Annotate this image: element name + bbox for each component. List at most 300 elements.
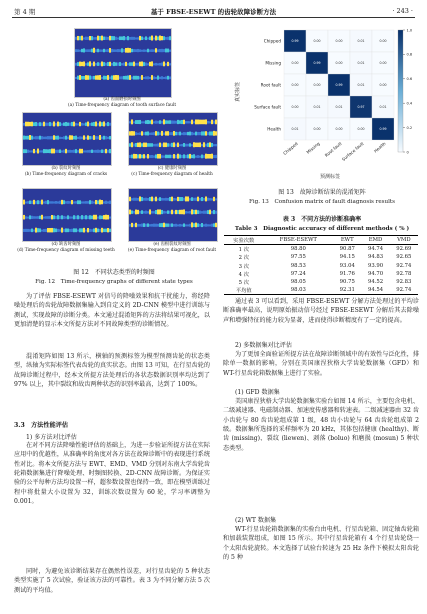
spectrogram-energy-band (41, 230, 43, 232)
spectrogram-energy-band (105, 229, 107, 232)
spectrogram-energy-band (151, 36, 153, 41)
spectrogram-energy-band (89, 150, 91, 153)
spectrogram-energy-band (159, 63, 161, 66)
spectrogram-energy-band (125, 48, 127, 53)
spectrogram-energy-band (181, 224, 183, 226)
running-title: 基于 FBSE-ESEWT 的齿轮故障诊断方法 (150, 8, 277, 16)
spectrogram-energy-band (145, 143, 147, 147)
spectrogram-energy-band (137, 76, 139, 80)
spectrogram-energy-band (143, 223, 145, 227)
spectrogram-energy-band (165, 198, 167, 201)
spectrogram-energy-band (101, 137, 103, 140)
header-rule (12, 17, 415, 18)
spectrogram-energy-band (193, 210, 195, 214)
spectrogram-energy-band (113, 75, 115, 80)
spectrogram-energy-band (213, 223, 215, 227)
confusion-matrix-value: 0.00 (379, 61, 387, 66)
spectrogram-energy-band (31, 136, 33, 140)
spectrogram-energy-band (101, 50, 103, 52)
spectrogram-energy-band (57, 215, 59, 219)
spectrogram-energy-band (87, 75, 89, 79)
spectrogram-energy-band (151, 61, 153, 66)
spectrogram-energy-band (153, 198, 155, 201)
spectrogram-energy-band (141, 224, 143, 227)
confusion-matrix-value: 0.99 (313, 61, 321, 66)
spectrogram-energy-band (179, 224, 181, 227)
table-cell: 92.74 (396, 262, 412, 269)
spectrogram-energy-band (151, 143, 153, 147)
confusion-matrix-row-labels (254, 39, 281, 132)
spectrogram-energy-band (39, 136, 41, 140)
spectrogram-energy-band (133, 76, 135, 80)
spectrogram-energy-band (157, 209, 159, 214)
spectrogram-energy-band (65, 136, 67, 140)
spectrogram-energy-band (101, 149, 103, 153)
spectrogram-energy-band (159, 49, 161, 52)
spectrogram-energy-band (133, 121, 135, 123)
spectrogram-energy-band (63, 136, 65, 139)
spectrogram-energy-band (119, 36, 121, 40)
spectrogram-energy-band (129, 121, 131, 123)
spectrogram-energy-band (73, 136, 75, 139)
spectrogram-energy-band (129, 75, 131, 80)
spectrogram-energy-band (35, 228, 37, 233)
confusion-matrix-value: 0.99 (379, 127, 387, 132)
spectrogram-energy-band (23, 229, 25, 232)
spectrogram-energy-band (55, 201, 57, 204)
spectrogram-energy-band (151, 132, 153, 135)
spectrogram-energy-band (95, 49, 97, 52)
spectrogram-energy-band (77, 76, 79, 80)
spectrogram-energy-band (85, 150, 87, 152)
spectrogram-energy-band (153, 121, 155, 123)
right-paragraph-1: 通过表 3 可以看到，采用 FBSE-ESEWT 分解方法处理过的平均诊断准确率最高，说明原始振动信号经过 FBSE-ESEWT 分解后其去除噪声和增强特征的能力较为显著，进而使得诊断精度有了一定的提高。 (223, 298, 419, 324)
spectrogram-energy-band (107, 137, 109, 139)
spectrogram-energy-band (143, 154, 145, 158)
spectrogram-energy-band (173, 131, 175, 136)
spectrogram-energy-band (155, 36, 157, 41)
spectrogram-energy-band (161, 62, 163, 65)
table-cell: 91.76 (339, 270, 355, 277)
spectrogram-energy-band (183, 143, 185, 147)
spectrogram-energy-band (85, 201, 87, 204)
spectrogram-energy-band (41, 215, 43, 220)
spectrogram-energy-band (59, 137, 61, 139)
confusion-matrix-value: 0.00 (379, 39, 387, 44)
spectrogram-energy-band (179, 197, 181, 201)
spectrogram-energy-band (47, 200, 49, 204)
spectrogram-energy-band (107, 37, 109, 40)
spectrogram-panel-a (74, 28, 172, 98)
spectrogram-energy-band (71, 150, 73, 153)
spectrogram-energy-band (75, 63, 77, 66)
spectrogram-energy-band (45, 149, 47, 153)
spectrogram-energy-band (159, 36, 161, 41)
spectrogram-energy-band (137, 37, 139, 39)
spectrogram-energy-band (211, 211, 213, 214)
spectrogram-energy-band (109, 48, 111, 53)
spectrogram-energy-band (203, 198, 205, 201)
spectrogram-energy-band (175, 210, 177, 214)
spectrogram-energy-band (195, 132, 197, 136)
spectrogram-energy-band (143, 211, 145, 213)
spectrogram-energy-band (167, 37, 169, 40)
spectrogram-energy-band (91, 76, 93, 79)
table-cell: 97.55 (290, 254, 306, 261)
spectrogram-energy-band (165, 211, 167, 213)
spectrogram-energy-band (91, 49, 93, 53)
spectrogram-energy-band (87, 62, 89, 65)
spectrogram-energy-band (213, 210, 215, 214)
spectrogram-energy-band (211, 143, 213, 147)
spectrogram-energy-band (73, 215, 75, 219)
spectrogram-energy-band (185, 155, 187, 158)
spectrogram-energy-band (205, 211, 207, 214)
spectrogram-energy-band (91, 216, 93, 220)
spectrogram-energy-band (133, 211, 135, 214)
spectrogram-energy-band (97, 49, 99, 52)
spectrogram-energy-band (147, 223, 149, 226)
spectrogram-energy-band (169, 155, 171, 158)
spectrogram-energy-band (161, 131, 163, 136)
y-axis-label: 真实标签 (235, 81, 241, 103)
spectrogram-energy-band (121, 48, 123, 52)
spectrogram-energy-band (51, 228, 53, 232)
table-cell: 92.78 (396, 270, 412, 277)
table-cell: 94.70 (367, 270, 384, 277)
spectrogram-energy-band (157, 63, 159, 65)
spectrogram-energy-band (157, 154, 159, 159)
spectrogram-energy-band (141, 50, 143, 52)
spectrogram-energy-band (93, 228, 95, 232)
spectrogram-energy-band (123, 63, 125, 66)
spectrogram-energy-band (97, 229, 99, 233)
spectrogram-energy-band (203, 224, 205, 226)
spectrogram-energy-band (173, 224, 175, 227)
spectrogram-energy-band (157, 121, 159, 124)
confusion-matrix-value: 0.00 (335, 61, 343, 66)
spectrogram-energy-band (161, 198, 163, 201)
spectrogram-energy-band (69, 216, 71, 218)
spectrogram-energy-band (27, 122, 29, 127)
spectrogram-energy-band (201, 131, 203, 135)
spectrogram-energy-band (45, 229, 47, 232)
spectrogram-energy-band (169, 76, 171, 79)
spectrogram-energy-band (23, 215, 25, 220)
spectrogram-energy-band (189, 121, 191, 123)
spectrogram-energy-band (45, 123, 47, 126)
spectrogram-energy-band (75, 136, 77, 140)
table-cell: 98.80 (290, 246, 306, 253)
spectrogram-energy-band (131, 62, 133, 66)
spectrogram-energy-band (175, 121, 177, 124)
spectrogram-energy-band (159, 77, 161, 79)
spectrogram-energy-band (109, 229, 111, 232)
spectrogram-energy-band (185, 121, 187, 124)
spectrogram-energy-band (93, 76, 95, 80)
spectrogram-energy-band (47, 228, 49, 232)
spectrogram-energy-band (103, 229, 105, 232)
spectrogram-energy-band (135, 223, 137, 227)
spectrogram-energy-band (141, 75, 143, 80)
spectrogram-energy-band (85, 215, 87, 219)
spectrogram-energy-band (161, 155, 163, 158)
spectrogram-energy-band (63, 123, 65, 126)
spectrogram-energy-band (189, 132, 191, 136)
spectrogram-energy-band (139, 211, 141, 214)
gfd-dataset-heading: (1) GFD 数据集 (235, 389, 280, 396)
spectrogram-energy-band (49, 201, 51, 203)
spectrogram-energy-band (41, 200, 43, 205)
subfig-e-caption-cn: (e) 齿根裂纹时频图 (153, 242, 191, 247)
spectrogram-energy-band (165, 131, 167, 135)
spectrogram-energy-band (145, 76, 147, 79)
spectrogram-energy-band (37, 123, 39, 126)
spectrogram-energy-band (43, 122, 45, 127)
colorbar-tick-label: 1.0 (406, 28, 413, 33)
spectrogram-energy-band (97, 36, 99, 41)
spectrogram-energy-band (193, 142, 195, 147)
spectrogram-energy-band (85, 137, 87, 139)
spectrogram-energy-band (181, 144, 183, 146)
table-row (224, 270, 418, 278)
spectrogram-energy-band (155, 77, 157, 79)
confusion-matrix-chart (222, 22, 422, 180)
spectrogram-energy-band (77, 200, 79, 204)
spectrogram-energy-band (57, 229, 59, 232)
spectrogram-energy-band (85, 122, 87, 125)
spectrogram-energy-band (187, 154, 189, 158)
spectrogram-energy-band (197, 132, 199, 135)
spectrogram-energy-band (199, 132, 201, 135)
table-cell: 5 次 (238, 280, 249, 287)
spectrogram-energy-band (39, 122, 41, 126)
spectrogram-energy-band (37, 228, 39, 232)
spectrogram-energy-band (117, 49, 119, 52)
spectrogram-energy-band (107, 62, 109, 66)
spectrogram-energy-band (129, 155, 131, 158)
spectrogram-energy-band (99, 135, 101, 140)
spectrogram-energy-band (107, 49, 109, 52)
spectrogram-energy-band (185, 224, 187, 226)
spectrogram-energy-band (35, 136, 37, 139)
colorbar-tick-label: 0 (406, 150, 409, 155)
spectrogram-energy-band (135, 120, 137, 124)
spectrogram-energy-band (169, 224, 171, 227)
spectrogram-energy-band (31, 122, 33, 127)
spectrogram-energy-band (189, 198, 191, 200)
spectrogram-energy-band (119, 76, 121, 79)
spectrogram-energy-band (127, 48, 129, 53)
confusion-matrix-value: 0.01 (357, 61, 365, 66)
spectrogram-energy-band (121, 76, 123, 79)
spectrogram-energy-band (29, 215, 31, 219)
spectrogram-energy-band (93, 215, 95, 220)
spectrogram-energy-band (49, 149, 51, 153)
spectrogram-energy-band (55, 229, 57, 233)
spectrogram-energy-band (209, 224, 211, 226)
spectrogram-energy-band (185, 211, 187, 214)
spectrogram-energy-band (79, 75, 81, 80)
spectrogram-energy-band (137, 120, 139, 124)
spectrogram-energy-band (41, 136, 43, 139)
spectrogram-energy-band (149, 197, 151, 201)
spectrogram-energy-band (133, 224, 135, 227)
spectrogram-energy-band (75, 37, 77, 40)
table-cell: 4 次 (238, 271, 249, 278)
spectrogram-energy-band (73, 150, 75, 153)
spectrogram-energy-band (71, 200, 73, 204)
spectrogram-energy-band (79, 62, 81, 67)
spectrogram-energy-band (77, 150, 79, 153)
spectrogram-energy-band (127, 63, 129, 65)
spectrogram-energy-band (199, 224, 201, 227)
subfig-b-caption-en: (b) Time-frequency diagram of cracks (24, 172, 108, 177)
confusion-matrix-value: 0.00 (313, 39, 321, 44)
spectrogram-energy-band (147, 143, 149, 147)
spectrogram-energy-band (53, 215, 55, 219)
spectrogram-energy-band (159, 223, 161, 227)
table-cell: 90.87 (339, 246, 355, 253)
spectrogram-energy-band (95, 228, 97, 233)
spectrogram-energy-band (169, 211, 171, 214)
spectrogram-energy-band (173, 211, 175, 214)
confusion-matrix-value: 0.01 (291, 127, 299, 132)
table-cell: 94.15 (339, 254, 355, 261)
spectrogram-energy-band (163, 198, 165, 200)
spectrogram-energy-band (151, 75, 153, 80)
spectrogram-energy-band (109, 216, 111, 218)
spectrogram-energy-band (75, 123, 77, 126)
spectrogram-energy-band (211, 131, 213, 135)
confusion-matrix-value: 0.01 (357, 39, 365, 44)
confusion-matrix-value: 0.00 (335, 39, 343, 44)
spectrogram-energy-band (109, 123, 111, 126)
spectrogram-energy-band (129, 37, 131, 40)
spectrogram-energy-band (211, 224, 213, 227)
spectrogram-energy-band (71, 122, 73, 126)
spectrogram-energy-band (153, 63, 155, 65)
spectrogram-energy-band (141, 37, 143, 40)
spectrogram-energy-band (209, 210, 211, 215)
spectrogram-energy-band (165, 63, 167, 65)
spectrogram-energy-band (179, 132, 181, 136)
spectrogram-energy-band (55, 216, 57, 219)
spectrogram-energy-band (143, 77, 145, 79)
spectrogram-energy-band (67, 229, 69, 233)
table-row (224, 245, 418, 254)
spectrogram-energy-band (39, 150, 41, 152)
spectrogram-energy-band (95, 75, 97, 79)
spectrogram-energy-band (81, 49, 83, 52)
spectrogram-energy-band (37, 200, 39, 204)
table-cell: 1 次 (238, 247, 249, 254)
spectrogram-energy-band (189, 224, 191, 227)
spectrogram-energy-band (201, 120, 203, 125)
spectrogram-energy-band (145, 120, 147, 124)
spectrogram-energy-band (105, 123, 107, 126)
spectrogram-energy-band (93, 122, 95, 126)
spectrogram-energy-band (57, 150, 59, 153)
spectrogram-energy-band (161, 223, 163, 227)
spectrogram-energy-band (213, 131, 215, 136)
right-paragraph-3: 美国康涅狄格大学齿轮数据集实验台如图 14 所示，主要包含电机、二级减速器、电磁制动器、加速度传感器和转速表。二级减速器由 32 齿小齿轮与 80 齿齿轮组成第 1 级，48 齿小齿轮与 64 齿齿轮组成第 2 级。数据集所选择的采样频率为 20 kHz，其体包括健康 (healthy)、断齿 (missing)、裂纹 (liewen)、剥落 (boluo) 和磨损 (mosun) 5 种状态类型。 (223, 398, 419, 452)
spectrogram-energy-band (139, 196, 141, 201)
spectrogram-energy-band (63, 216, 65, 219)
spectrogram-energy-band (109, 36, 111, 41)
colorbar-tick-label: 0.8 (406, 52, 413, 57)
spectrogram-energy-band (73, 122, 75, 127)
table-cell: 3 次 (238, 263, 249, 270)
spectrogram-energy-band (147, 37, 149, 39)
spectrogram-energy-band (37, 136, 39, 139)
spectrogram-energy-band (147, 154, 149, 158)
spectrogram-energy-band (69, 201, 71, 204)
spectrogram-energy-band (189, 211, 191, 214)
colorbar-ticks (403, 28, 413, 154)
spectrogram-energy-band (135, 154, 137, 159)
spectrogram-energy-band (161, 143, 163, 146)
spectrogram-energy-band (59, 201, 61, 204)
spectrogram-energy-band (193, 223, 195, 227)
spectrogram-energy-band (207, 224, 209, 226)
spectrogram-energy-band (177, 143, 179, 147)
spectrogram-energy-band (207, 121, 209, 124)
spectrogram-energy-band (141, 131, 143, 135)
spectrogram-energy-band (39, 228, 41, 232)
spectrogram-energy-band (171, 132, 173, 135)
confusion-matrix-value: 0.01 (313, 105, 321, 110)
spectrogram-energy-band (195, 210, 197, 214)
table-cell: 98.05 (290, 279, 306, 286)
spectrogram-energy-band (105, 201, 107, 204)
spectrogram-energy-band (61, 215, 63, 219)
spectrogram-energy-band (129, 224, 131, 227)
spectrogram-energy-band (163, 143, 165, 148)
spectrogram-energy-band (163, 119, 165, 124)
spectrogram-energy-band (151, 211, 153, 214)
spectrogram-energy-band (37, 216, 39, 219)
spectrogram-energy-band (139, 76, 141, 79)
spectrogram-energy-band (215, 131, 217, 135)
spectrogram-energy-band (91, 36, 93, 40)
spectrogram-energy-band (105, 49, 107, 52)
spectrogram-energy-band (203, 131, 205, 135)
spectrogram-energy-band (143, 198, 145, 201)
spectrogram-energy-band (199, 198, 201, 201)
spectrogram-energy-band (27, 229, 29, 232)
spectrogram-energy-band (205, 119, 207, 124)
spectrogram-energy-band (213, 121, 215, 124)
spectrogram-energy-band (123, 76, 125, 80)
column-label: Health (372, 140, 387, 154)
spectrogram-energy-band (47, 216, 49, 219)
spectrogram-energy-band (99, 36, 101, 40)
spectrogram-energy-band (155, 154, 157, 158)
spectrogram-energy-band (109, 149, 111, 153)
spectrogram-energy-band (191, 144, 193, 146)
spectrogram-energy-band (65, 201, 67, 203)
spectrogram-energy-band (179, 144, 181, 146)
spectrogram-energy-band (111, 36, 113, 40)
spectrogram-energy-band (183, 132, 185, 135)
spectrogram-energy-band (87, 216, 89, 219)
spectrogram-energy-band (135, 143, 137, 147)
spectrogram-energy-band (153, 76, 155, 79)
spectrogram-energy-band (89, 215, 91, 219)
spectrogram-energy-band (205, 196, 207, 201)
spectrogram-energy-band (181, 120, 183, 124)
